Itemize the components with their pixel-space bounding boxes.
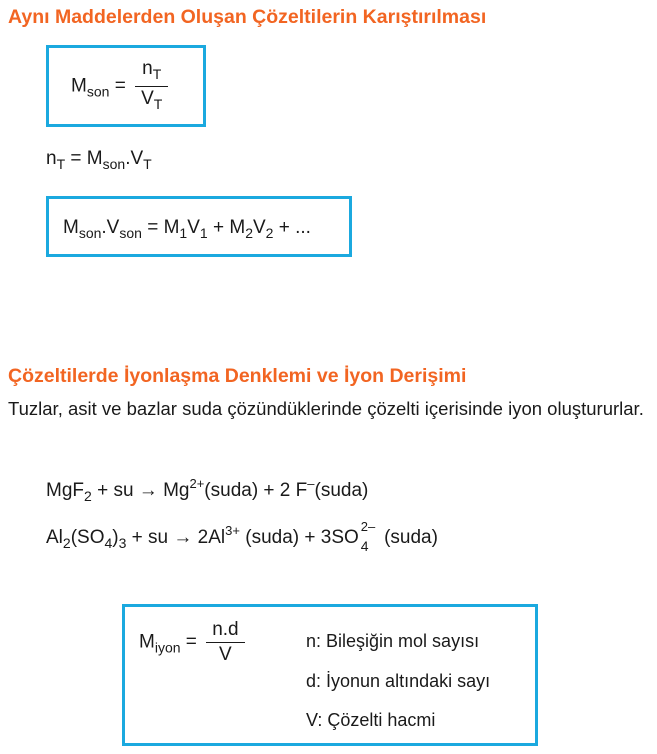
formula-text: + M bbox=[207, 217, 246, 238]
formula-sub: son bbox=[119, 225, 142, 241]
formula-text: M bbox=[71, 75, 87, 97]
formula-text: (SO bbox=[70, 527, 105, 548]
formula-box-molarity bbox=[46, 45, 206, 127]
formula-mixing bbox=[63, 217, 311, 241]
formula-sub: T bbox=[153, 96, 163, 112]
fraction bbox=[206, 619, 244, 666]
fraction-denominator: V bbox=[219, 644, 232, 665]
formula-sub: son bbox=[78, 225, 102, 241]
formula-sub: 3 bbox=[118, 535, 127, 551]
reaction-al2so43 bbox=[46, 518, 438, 554]
formula-nt bbox=[46, 148, 152, 172]
formula-text: + ... bbox=[273, 217, 311, 238]
formula-sub: 2 bbox=[84, 488, 92, 504]
formula-text: (suda) + 3SO bbox=[239, 527, 359, 548]
formula-sup: 2+ bbox=[189, 476, 205, 491]
intro-paragraph: Tuzlar, asit ve bazlar suda çözündüklerinde çözelti içerisinde iyon oluştururlar. bbox=[8, 398, 644, 419]
formula-sub: 4 bbox=[104, 535, 113, 551]
formula-eq: = bbox=[114, 75, 126, 97]
formula-text: ) bbox=[112, 527, 119, 548]
formula-sub: T bbox=[152, 66, 162, 82]
formula-sub: 4 bbox=[360, 537, 369, 554]
formula-text: (suda) bbox=[378, 527, 438, 548]
formula-text: MgF bbox=[46, 480, 84, 501]
formula-box-ion-concentration bbox=[122, 604, 538, 746]
formula-sub: son bbox=[86, 83, 110, 100]
formula-text: = M bbox=[65, 148, 103, 169]
formula-sub: 1 bbox=[179, 225, 188, 241]
legend-d: d: İyonun altındaki sayı bbox=[306, 671, 491, 691]
formula-text: n bbox=[142, 58, 153, 79]
formula-miyon bbox=[139, 619, 245, 666]
formula-sup: 3+ bbox=[225, 523, 240, 538]
formula-sub: T bbox=[143, 156, 152, 172]
formula-text: = M bbox=[141, 217, 180, 238]
formula-text: M bbox=[139, 631, 155, 653]
ion-charge-stack bbox=[359, 518, 379, 554]
section1-heading: Aynı Maddelerden Oluşan Çözeltilerin Karıştırılması bbox=[8, 6, 487, 28]
formula-text: V bbox=[141, 88, 154, 109]
formula-eq: = bbox=[185, 631, 197, 653]
formula-text: V bbox=[187, 217, 200, 238]
fraction-denominator bbox=[135, 87, 168, 115]
fraction-numerator bbox=[135, 58, 168, 87]
formula-sub: 1 bbox=[199, 225, 208, 241]
formula-sup: – bbox=[307, 476, 315, 491]
reaction-mgf2 bbox=[46, 476, 368, 504]
formula-sub: son bbox=[102, 156, 126, 172]
formula-sub: 2 bbox=[265, 225, 274, 241]
formula-sub: 2 bbox=[62, 535, 71, 551]
formula-text: (suda) + 2 F bbox=[204, 480, 308, 501]
legend-n: n: Bileşiğin mol sayısı bbox=[306, 631, 480, 651]
formula-text: .V bbox=[125, 148, 144, 169]
formula-text: .V bbox=[101, 217, 120, 238]
formula-sup: 2– bbox=[360, 518, 376, 534]
formula-msond bbox=[71, 58, 168, 115]
formula-text: V bbox=[252, 217, 266, 238]
formula-text: n bbox=[46, 148, 57, 169]
formula-text: Al bbox=[46, 527, 63, 548]
section2-heading: Çözeltilerde İyonlaşma Denklemi ve İyon Derişimi bbox=[8, 365, 467, 387]
formula-text: (suda) bbox=[314, 480, 369, 501]
formula-box-mixing bbox=[46, 196, 352, 257]
formula-text: + su → Mg bbox=[91, 480, 190, 501]
formula-text: M bbox=[63, 217, 79, 238]
formula-sub: 2 bbox=[245, 225, 253, 241]
fraction-numerator: n.d bbox=[206, 619, 244, 643]
formula-sub: iyon bbox=[154, 639, 181, 656]
fraction bbox=[135, 58, 168, 115]
formula-text: + su → 2Al bbox=[126, 527, 226, 548]
legend-v: V: Çözelti hacmi bbox=[306, 710, 436, 730]
formula-sub: T bbox=[56, 156, 66, 172]
